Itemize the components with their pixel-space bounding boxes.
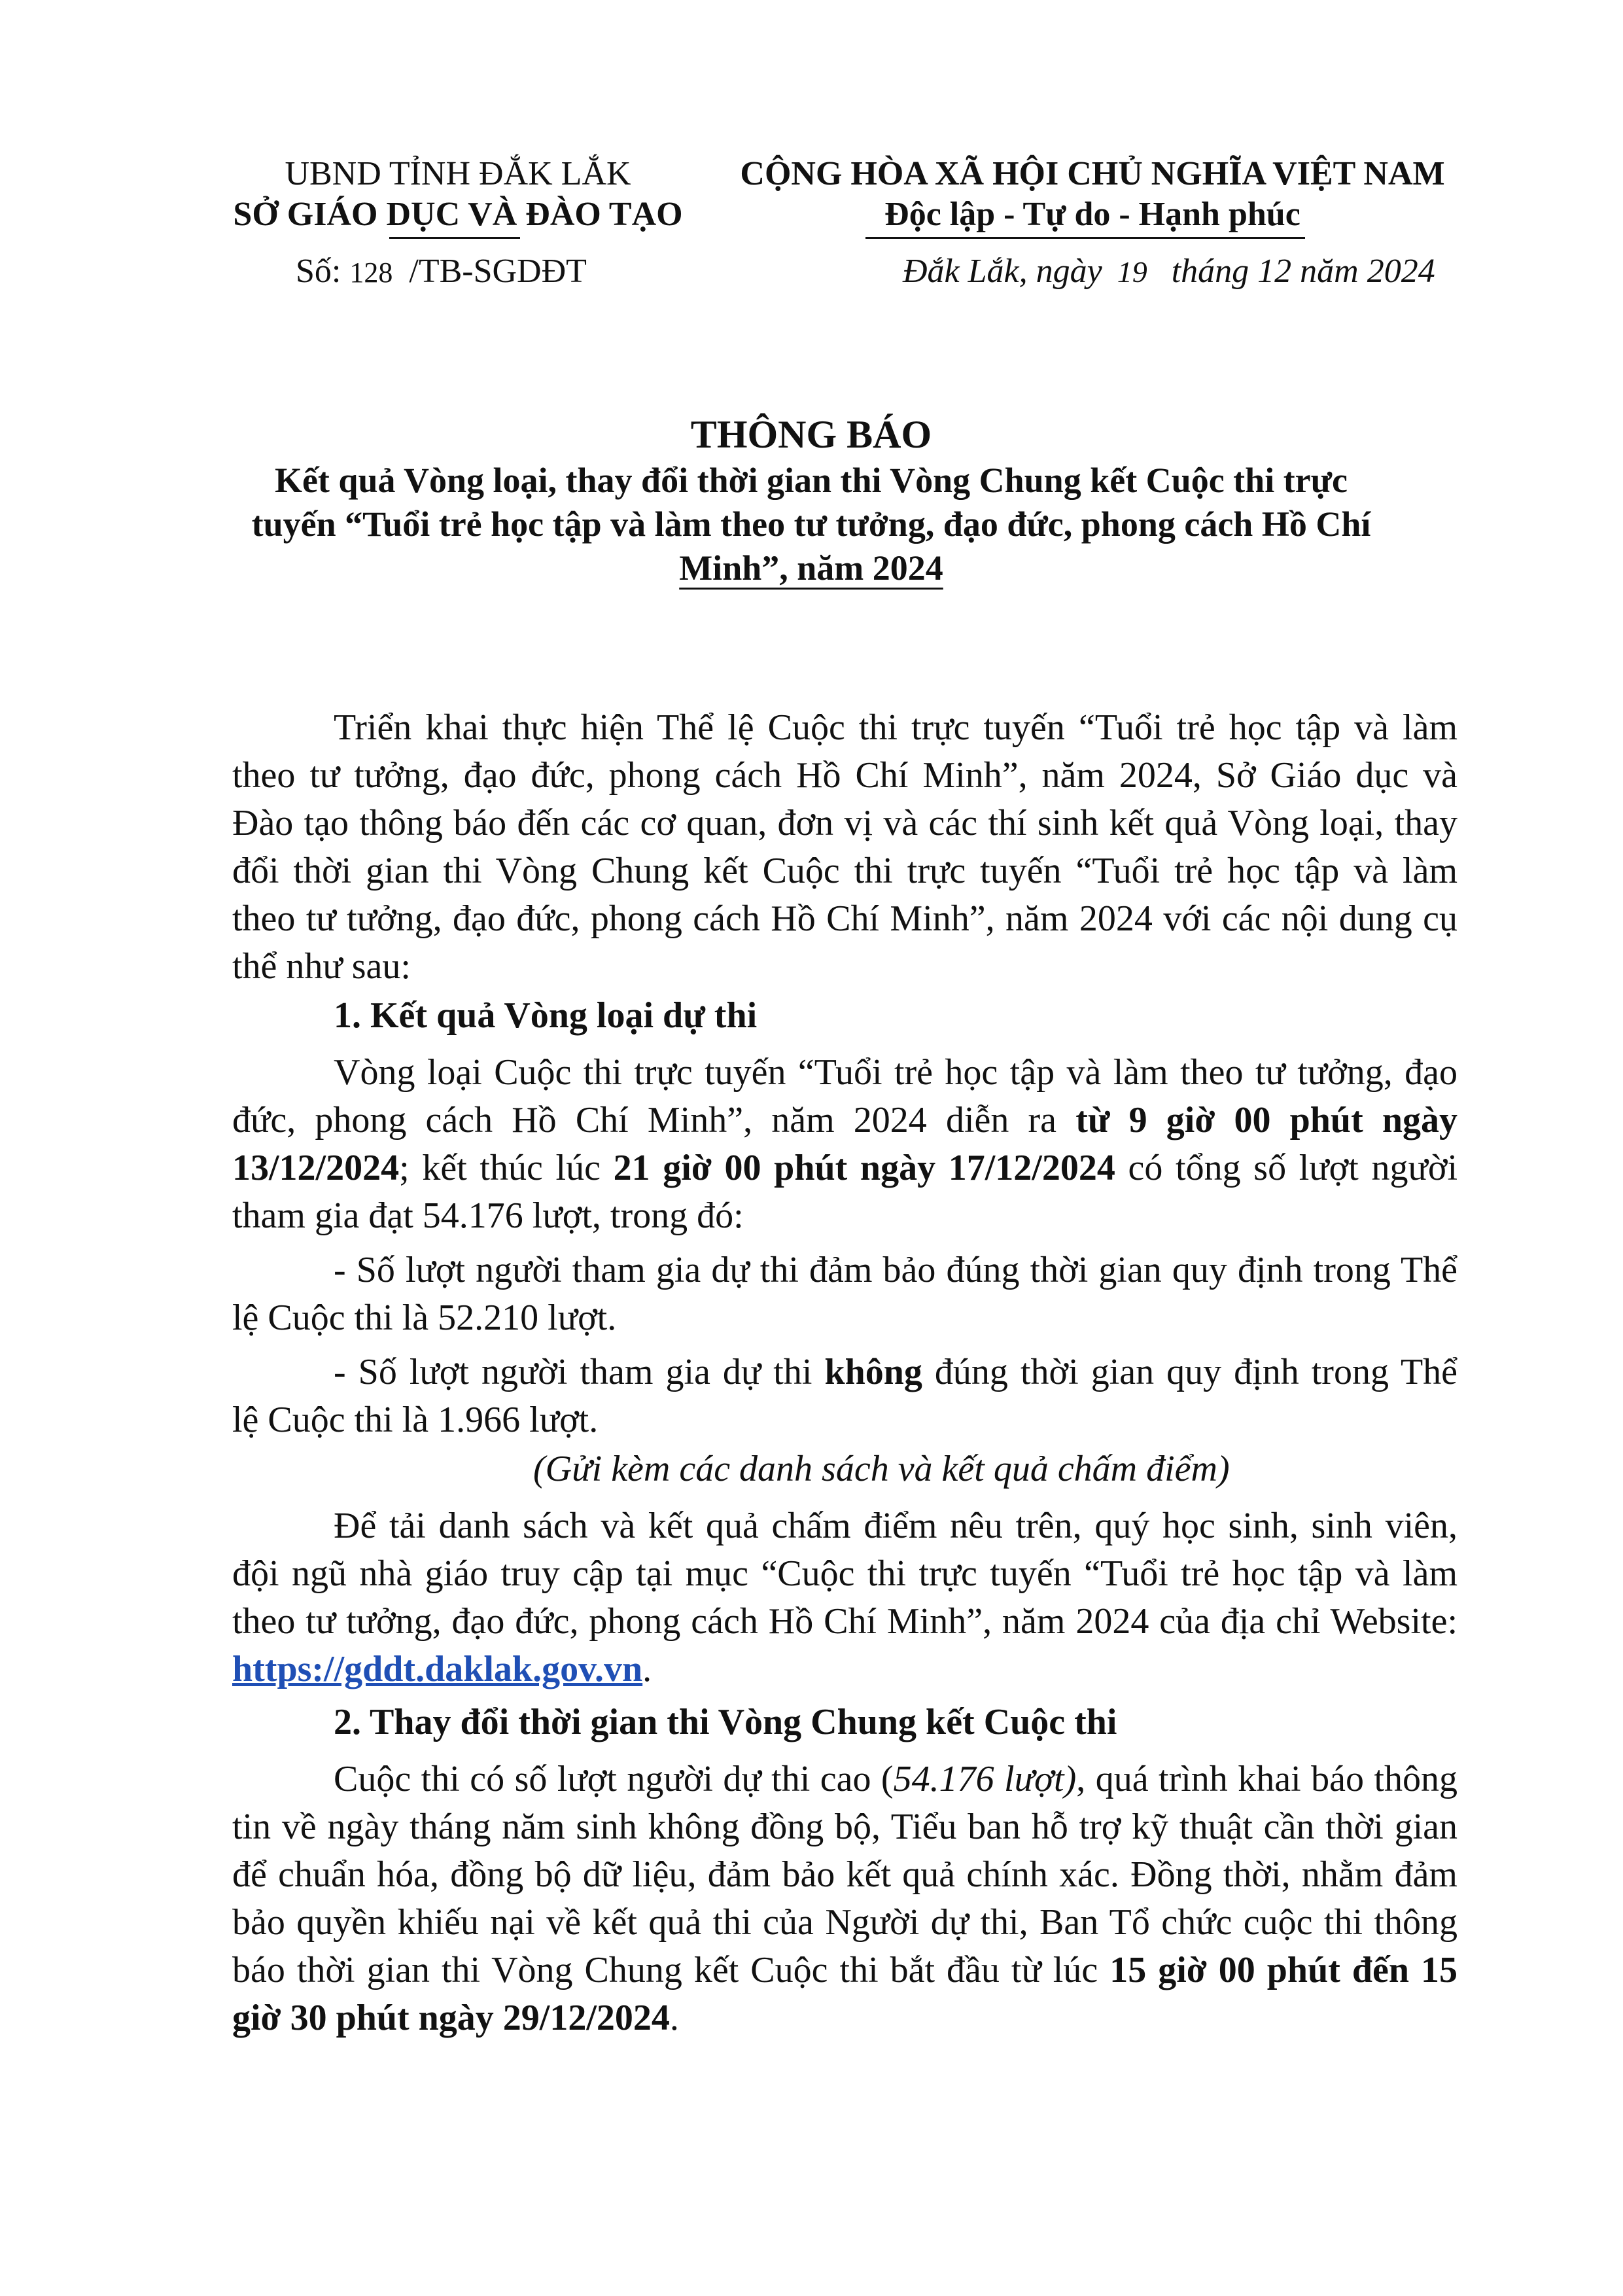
s2-final-time-start: 15 giờ 00 phút đến 15 — [1109, 1950, 1458, 1990]
s1-p1-line-2 — [232, 1097, 1457, 1144]
motto-underline — [865, 237, 1305, 239]
intro-line-3: Đào tạo thông báo đến các cơ quan, đơn vị và các thí sinh kết quả Vòng loại, thay — [232, 803, 1457, 843]
intro-line-4: đổi thời gian thi Vòng Chung kết Cuộc thi trực tuyến “Tuổi trẻ học tập và làm — [232, 851, 1457, 891]
website-link[interactable]: https://gddt.daklak.gov.vn — [232, 1649, 643, 1689]
s2-line-3: để chuẩn hóa, đồng bộ dữ liệu, đảm bảo kết quả chính xác. Đồng thời, nhằm đảm — [232, 1854, 1457, 1895]
section-1-heading: 1. Kết quả Vòng loại dự thi — [334, 995, 758, 1036]
attachment-note: (Gửi kèm các danh sách và kết quả chấm điểm) — [533, 1449, 1230, 1489]
s1-p2-line-1: Để tải danh sách và kết quả chấm điểm nêu trên, quý học sinh, sinh viên, — [334, 1506, 1457, 1546]
s1-bullet-2-line-2: lệ Cuộc thi là 1.966 lượt. — [232, 1400, 599, 1440]
national-motto: Độc lập - Tự do - Hạnh phúc — [884, 196, 1300, 233]
title-subtitle-line-2: tuyến “Tuổi trẻ học tập và làm theo tư tưởng, đạo đức, phong cách Hồ Chí — [251, 504, 1371, 544]
s1-p2-line-4 — [232, 1646, 1457, 1693]
s2-line-5 — [232, 1947, 1457, 1994]
intro-line-5: theo tư tưởng, đạo đức, phong cách Hồ Chí Minh”, năm 2024 với các nội dung cụ — [232, 898, 1457, 939]
s1-p1-line-3-b: ; kết thúc lúc — [399, 1148, 601, 1188]
s1-p1-line-4: tham gia đạt 54.176 lượt, trong đó: — [232, 1195, 744, 1236]
issuer-underline — [389, 237, 520, 239]
s2-line-6-period: . — [669, 1998, 679, 2038]
issuer-agency: UBND TỈNH ĐẮK LẮK — [285, 155, 631, 192]
s1-end-time: 21 giờ 00 phút ngày 17/12/2024 — [613, 1148, 1115, 1188]
intro-line-1: Triển khai thực hiện Thể lệ Cuộc thi trực tuyến “Tuổi trẻ học tập và làm — [334, 707, 1457, 748]
date-suffix: tháng 12 năm 2024 — [1171, 253, 1435, 290]
s2-line-1 — [232, 1756, 1457, 1803]
s1-p1-line-3-d: có tổng số lượt người — [1128, 1148, 1458, 1188]
title-subtitle-line-3-text: Minh”, năm 2024 — [679, 548, 943, 588]
s2-line-1-c: , quá trình khai báo thông — [1076, 1759, 1458, 1799]
doc-number-value: 128 — [349, 256, 393, 289]
date-day: 19 — [1117, 255, 1147, 289]
doc-number-suffix: /TB-SGDĐT — [409, 253, 587, 290]
s1-bullet-2-c: đúng thời gian quy định trong Thể — [934, 1352, 1458, 1392]
doc-number-prefix: Số: — [296, 253, 341, 290]
intro-line-2: theo tư tưởng, đạo đức, phong cách Hồ Chí Minh”, năm 2024, Sở Giáo dục và — [232, 755, 1457, 796]
website-period: . — [642, 1649, 652, 1689]
s1-start-date: 13/12/2024 — [232, 1148, 400, 1188]
s1-p2-line-3: theo tư tưởng, đạo đức, phong cách Hồ Chí Minh”, năm 2024 của địa chỉ Website: — [232, 1601, 1457, 1642]
s1-bullet-1-line-2: lệ Cuộc thi là 52.210 lượt. — [232, 1298, 617, 1338]
s2-participant-count: 54.176 lượt) — [893, 1759, 1077, 1799]
date-prefix: Đắk Lắk, ngày — [903, 253, 1102, 290]
s2-line-6 — [232, 1994, 1457, 2042]
s1-p1-line-2-a: đức, phong cách Hồ Chí Minh”, năm 2024 diễn ra — [232, 1100, 1057, 1140]
s1-start-time: từ 9 giờ 00 phút ngày — [1075, 1100, 1458, 1140]
s2-line-1-a: Cuộc thi có số lượt người dự thi cao ( — [334, 1759, 894, 1799]
s2-line-4: bảo quyền khiếu nại về kết quả thi của Người dự thi, Ban Tổ chức cuộc thi thông — [232, 1902, 1457, 1943]
title-subtitle-line-1: Kết quả Vòng loại, thay đổi thời gian thi Vòng Chung kết Cuộc thi trực — [274, 461, 1348, 500]
s1-p1-line-3 — [232, 1144, 1457, 1192]
intro-line-6: thể như sau: — [232, 946, 411, 987]
document-number — [296, 252, 587, 291]
document-title: THÔNG BÁO — [690, 413, 932, 456]
issuer-department: SỞ GIÁO DỤC VÀ ĐÀO TẠO — [233, 196, 683, 233]
s1-bullet-2-line-1 — [232, 1349, 1457, 1396]
s2-line-5-a: báo thời gian thi Vòng Chung kết Cuộc thi bắt đầu từ lúc — [232, 1950, 1098, 1990]
issue-date — [903, 252, 1435, 291]
s1-p1-line-1: Vòng loại Cuộc thi trực tuyến “Tuổi trẻ học tập và làm theo tư tưởng, đạo — [334, 1052, 1457, 1093]
s1-bullet-1-line-1: - Số lượt người tham gia dự thi đảm bảo đúng thời gian quy định trong Thể — [334, 1250, 1457, 1290]
s1-bullet-2-emphasis: không — [824, 1352, 922, 1392]
s1-bullet-2-a: - Số lượt người tham gia dự thi — [334, 1352, 812, 1392]
title-subtitle-line-3 — [196, 548, 1426, 588]
s2-line-2: tin về ngày tháng năm sinh không đồng bộ, Tiểu ban hỗ trợ kỹ thuật cần thời gian — [232, 1807, 1457, 1847]
national-title: CỘNG HÒA XÃ HỘI CHỦ NGHĨA VIỆT NAM — [740, 155, 1445, 192]
s1-p2-line-2: đội ngũ nhà giáo truy cập tại mục “Cuộc thi trực tuyến “Tuổi trẻ học tập và làm — [232, 1553, 1457, 1594]
s2-final-time-end: giờ 30 phút ngày 29/12/2024 — [232, 1998, 670, 2038]
section-2-heading: 2. Thay đổi thời gian thi Vòng Chung kết Cuộc thi — [334, 1702, 1117, 1742]
